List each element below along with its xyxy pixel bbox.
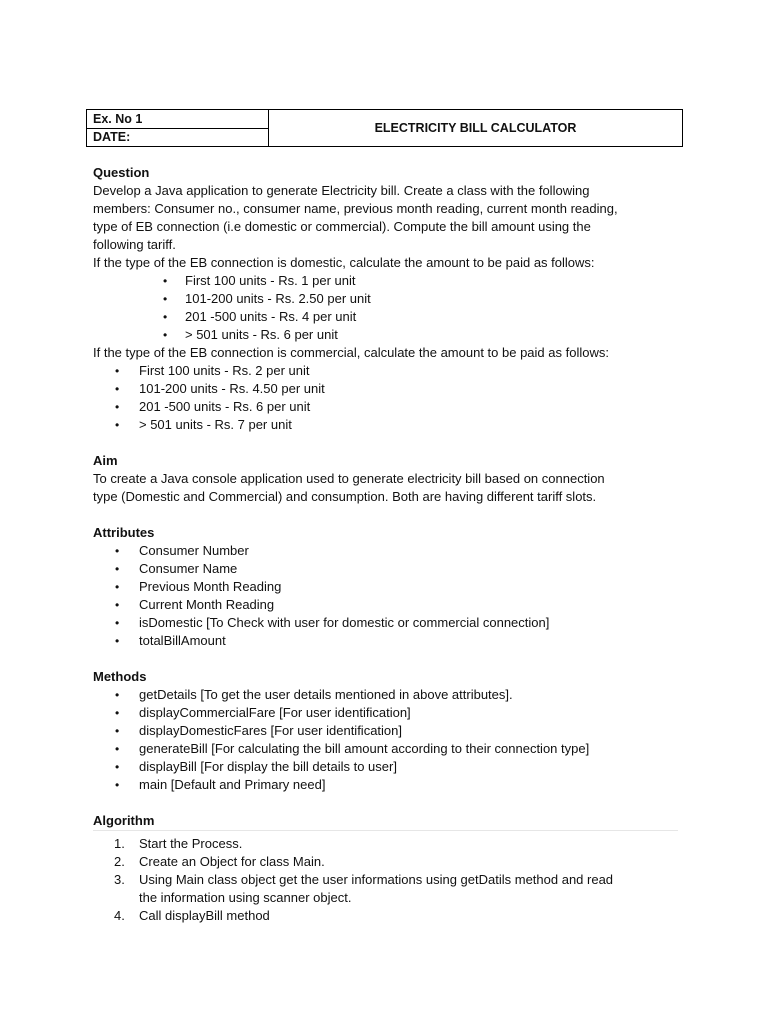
list-item	[93, 907, 693, 925]
attribute-text: Previous Month Reading	[139, 579, 282, 594]
attribute-text: totalBillAmount	[139, 633, 226, 648]
document-title: ELECTRICITY BILL CALCULATOR	[374, 121, 577, 135]
method-text: displayDomesticFares [For user identification]	[139, 723, 402, 738]
bullet-icon: •	[115, 418, 120, 432]
question-line: Develop a Java application to generate Electricity bill. Create a class with the following	[93, 183, 590, 198]
bullet-icon: •	[115, 760, 120, 774]
list-item	[93, 308, 693, 326]
bullet-icon: •	[115, 580, 120, 594]
list-item	[93, 326, 693, 344]
bullet-icon: •	[115, 562, 120, 576]
bullet-icon: •	[163, 292, 168, 306]
domestic-tariff-text: 201 -500 units - Rs. 4 per unit	[185, 309, 357, 324]
method-text: displayCommercialFare [For user identification]	[139, 705, 411, 720]
attribute-text: Current Month Reading	[139, 597, 275, 612]
list-item	[93, 542, 693, 560]
bullet-icon: •	[115, 724, 120, 738]
algorithm-steps	[93, 835, 693, 925]
list-item	[93, 290, 693, 308]
list-item	[93, 758, 693, 776]
list-item	[93, 740, 693, 758]
commercial-tariff-text: 201 -500 units - Rs. 6 per unit	[139, 399, 311, 414]
list-item	[93, 686, 693, 704]
header-table	[86, 109, 683, 147]
domestic-tariff-text: First 100 units - Rs. 1 per unit	[185, 273, 356, 288]
bullet-icon: •	[115, 364, 120, 378]
attribute-text: Consumer Number	[139, 543, 249, 558]
methods-heading: Methods	[93, 669, 147, 684]
bullet-icon: •	[115, 778, 120, 792]
list-item	[93, 889, 693, 907]
commercial-intro: If the type of the EB connection is commercial, calculate the amount to be paid as follows:	[93, 345, 609, 360]
bullet-icon: •	[115, 382, 120, 396]
list-item	[93, 416, 693, 434]
aim-line: type (Domestic and Commercial) and consumption. Both are having different tariff slots.	[93, 489, 597, 504]
list-item	[93, 853, 693, 871]
list-item	[93, 560, 693, 578]
bullet-icon: •	[115, 634, 120, 648]
commercial-tariff-text: > 501 units - Rs. 7 per unit	[139, 417, 292, 432]
algorithm-heading: Algorithm	[93, 813, 155, 828]
bullet-icon: •	[163, 310, 168, 324]
step-number: 3.	[114, 872, 125, 887]
exercise-number: Ex. No 1	[93, 111, 143, 126]
domestic-tariff-list	[93, 272, 693, 344]
domestic-tariff-text: > 501 units - Rs. 6 per unit	[185, 327, 338, 342]
question-line: members: Consumer no., consumer name, previous month reading, current month reading,	[93, 201, 618, 216]
bullet-icon: •	[115, 400, 120, 414]
list-item	[93, 632, 693, 650]
list-item	[93, 272, 693, 290]
step-number: 2.	[114, 854, 125, 869]
aim-heading: Aim	[93, 453, 118, 468]
header-left-column	[87, 110, 269, 146]
list-item	[93, 578, 693, 596]
bullet-icon: •	[115, 616, 120, 630]
bullet-icon: •	[115, 688, 120, 702]
commercial-tariff-list	[93, 362, 693, 434]
bullet-icon: •	[115, 598, 120, 612]
step-text: the information using scanner object.	[139, 890, 352, 905]
bullet-icon: •	[115, 742, 120, 756]
method-text: getDetails [To get the user details mentioned in above attributes].	[139, 687, 513, 702]
list-item	[93, 704, 693, 722]
document-body	[93, 164, 693, 925]
question-heading: Question	[93, 165, 150, 180]
list-item	[93, 362, 693, 380]
step-text: Start the Process.	[139, 836, 243, 851]
attributes-list	[93, 542, 693, 650]
method-text: displayBill [For display the bill details to user]	[139, 759, 397, 774]
list-item	[93, 614, 693, 632]
question-line: type of EB connection (i.e domestic or commercial). Compute the bill amount using the	[93, 219, 591, 234]
list-item	[93, 380, 693, 398]
attributes-heading: Attributes	[93, 525, 155, 540]
attribute-text: isDomestic [To Check with user for domestic or commercial connection]	[139, 615, 550, 630]
bullet-icon: •	[115, 544, 120, 558]
method-text: main [Default and Primary need]	[139, 777, 326, 792]
method-text: generateBill [For calculating the bill amount according to their connection type]	[139, 741, 590, 756]
list-item	[93, 871, 693, 889]
domestic-tariff-text: 101-200 units - Rs. 2.50 per unit	[185, 291, 371, 306]
divider	[93, 830, 678, 831]
list-item	[93, 835, 693, 853]
bullet-icon: •	[163, 328, 168, 342]
attribute-text: Consumer Name	[139, 561, 238, 576]
list-item	[93, 776, 693, 794]
list-item	[93, 722, 693, 740]
domestic-intro: If the type of the EB connection is domestic, calculate the amount to be paid as follows:	[93, 255, 595, 270]
bullet-icon: •	[115, 706, 120, 720]
step-number: 4.	[114, 908, 125, 923]
step-text: Call displayBill method	[139, 908, 270, 923]
step-number: 1.	[114, 836, 125, 851]
question-line: following tariff.	[93, 237, 176, 252]
commercial-tariff-text: First 100 units - Rs. 2 per unit	[139, 363, 310, 378]
aim-line: To create a Java console application used to generate electricity bill based on connection	[93, 471, 605, 486]
step-text: Using Main class object get the user informations using getDatils method and read	[139, 872, 614, 887]
date-label: DATE:	[87, 128, 268, 147]
list-item	[93, 398, 693, 416]
step-text: Create an Object for class Main.	[139, 854, 325, 869]
list-item	[93, 596, 693, 614]
methods-list	[93, 686, 693, 794]
commercial-tariff-text: 101-200 units - Rs. 4.50 per unit	[139, 381, 325, 396]
bullet-icon: •	[163, 274, 168, 288]
